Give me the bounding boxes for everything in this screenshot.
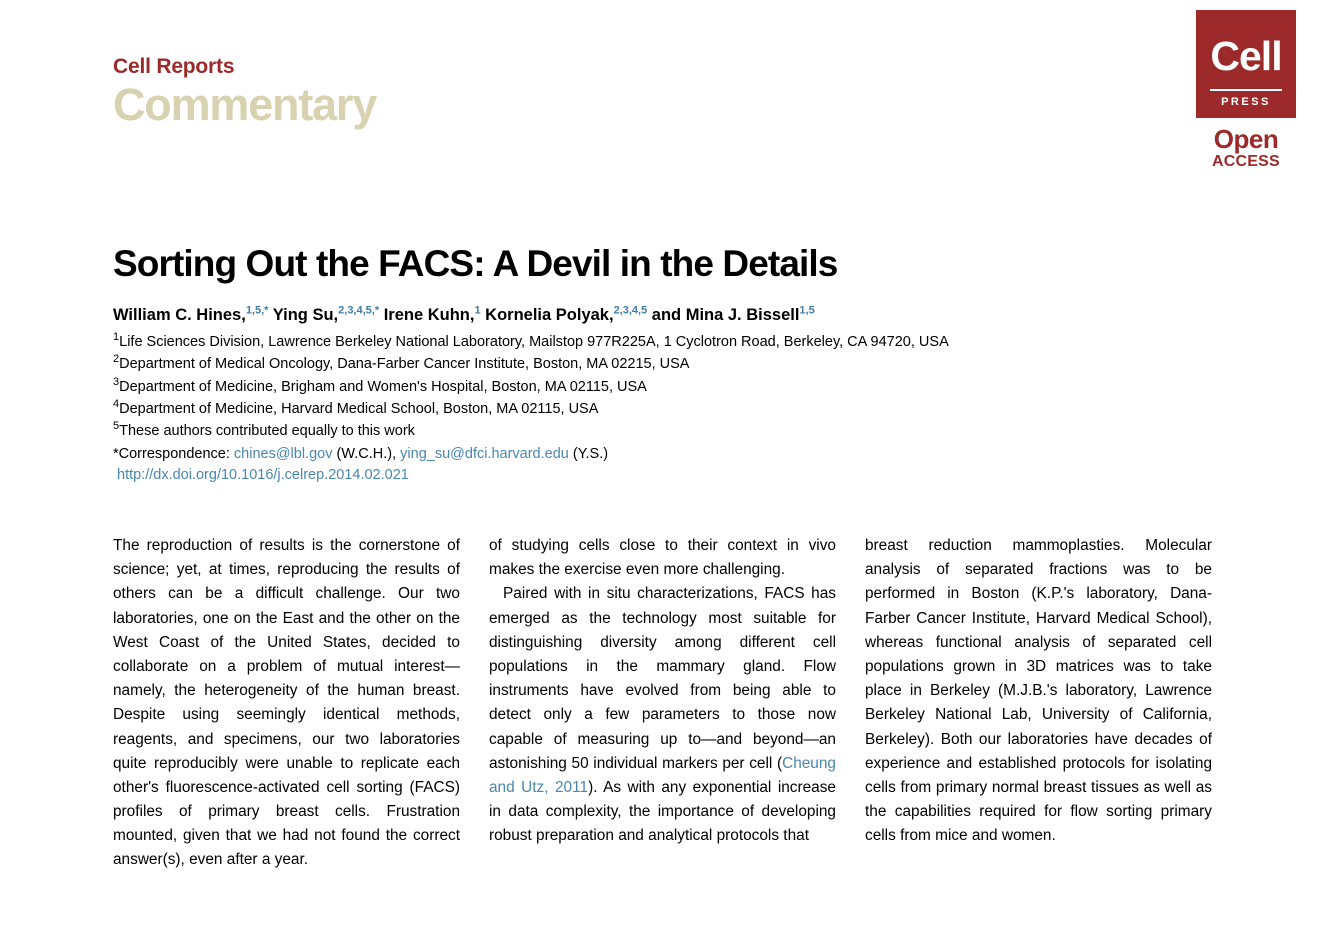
correspondence-initials-1: (W.C.H.) <box>336 445 393 462</box>
affiliation-item: $^3$Department of Medicine, Brigham and Women's Hospital, Boston, MA 02115, USA <box>113 375 647 395</box>
correspondence-separator: , <box>392 445 397 462</box>
affiliation-text: Life Sciences Division, Lawrence Berkeley National Laboratory, Mailstop 977R225A, 1 Cyclotron Road, Berkeley, CA 94720, USA <box>119 334 949 351</box>
open-access-access-label: ACCESS <box>1212 153 1280 170</box>
masthead <box>113 56 376 128</box>
affiliation-text: Department of Medicine, Harvard Medical School, Boston, MA 02115, USA <box>119 400 599 417</box>
author-list: William C. Hines,$^{1,5,*}$ Ying Su,$^{2,3,4,5,*}$ Irene Kuhn,$^1$ Kornelia Polyak,$^{2,3,4,5}$ and Mina J. Bissell$^{1,5}$ <box>113 304 815 324</box>
cell-logo-box <box>1196 10 1296 118</box>
doi-link[interactable]: http://dx.doi.org/10.1016/j.celrep.2014.02.021 <box>117 466 409 483</box>
logo-divider <box>1210 89 1282 91</box>
affiliation-text: These authors contributed equally to this work <box>119 422 415 439</box>
correspondence-email-1[interactable]: chines@lbl.gov <box>233 445 333 462</box>
page-title: Sorting Out the FACS: A Devil in the Details <box>113 242 838 284</box>
author-block <box>113 305 1213 483</box>
cell-logo-wordmark: Cell <box>1210 33 1282 79</box>
body-columns <box>113 534 1213 873</box>
affiliation-item: $^1$Life Sciences Division, Lawrence Berkeley National Laboratory, Mailstop 977R225A, 1 Cyclotron Road, Berkeley, CA 94720, USA <box>113 331 949 351</box>
article-type-label: Commentary <box>113 79 377 130</box>
press-logo-wordmark: PRESS <box>1221 96 1271 108</box>
correspondence-label: *Correspondence: <box>113 445 230 462</box>
open-access-open-label: Open <box>1213 124 1279 154</box>
affiliation-item: $^5$These authors contributed equally to this work <box>113 419 415 439</box>
paragraph: of studying cells close to their context in vivo makes the exercise even more challenging. <box>489 537 836 579</box>
cell-press-logo <box>1196 10 1296 170</box>
affiliation-item: $^2$Department of Medical Oncology, Dana-Farber Cancer Institute, Boston, MA 02215, USA <box>113 353 690 373</box>
correspondence-initials-2: (Y.S.) <box>572 445 609 462</box>
affiliation-list <box>113 331 1213 441</box>
paragraph: The reproduction of results is the cornerstone of science; yet, at times, reproducing the results of others can be a difficult challenge. Our two laboratories, one on the East and the other on the West Coast of the United States, decided to collaborate on a problem of mutual interest—namely, the heterogeneity of the human breast. Despite using seemingly identical methods, reagents, and specimens, our two laboratories quite reproducibly were unable to replicate each other's fluorescence-activated cell sorting (FACS) profiles of primary breast cells. Frustration mounted, given that we had not found the correct answer(s), even after a year. <box>113 537 460 869</box>
body-column-1 <box>113 534 460 873</box>
citation-link[interactable]: Cheung and Utz, 2011 <box>489 754 836 796</box>
affiliation-item: $^4$Department of Medicine, Harvard Medical School, Boston, MA 02115, USA <box>113 397 599 417</box>
paragraph-text: Paired with in situ characterizations, FACS has emerged as the technology most suitable for distinguishing diversity among different cell populations in the mammary gland. Flow instruments have evolved from being able to detect only a few parameters to those now capable of measuring up to—and beyond—an astonishing 50 individual markers per cell (Cheung and Utz, 2011). As with any exponential increase in data complexity, the importance of developing robust preparation and analytical protocols that <box>489 585 836 845</box>
paragraph: breast reduction mammoplasties. Molecular analysis of separated fractions was to be performed in Boston (K.P.'s laboratory, Dana-Farber Cancer Institute, Harvard Medical School), whereas functional analysis of separated cell populations grown in 3D matrices was to take place in Berkeley (M.J.B.'s laboratory, Lawrence Berkeley National Lab, University of California, Berkeley). Both our laboratories have decades of experience and established protocols for isolating cells from primary normal breast tissues as well as the capabilities required for flow sorting primary cells from mice and women. <box>865 537 1212 845</box>
body-column-3 <box>865 534 1212 873</box>
correspondence-email-2[interactable]: ying_su@dfci.harvard.edu <box>400 445 569 462</box>
paragraph-with-citation <box>489 582 836 848</box>
correspondence-line <box>113 443 1213 465</box>
journal-name: Cell Reports <box>113 55 235 78</box>
body-column-2 <box>489 534 836 873</box>
affiliation-text: Department of Medicine, Brigham and Women's Hospital, Boston, MA 02115, USA <box>119 378 647 395</box>
affiliation-text: Department of Medical Oncology, Dana-Farber Cancer Institute, Boston, MA 02215, USA <box>119 356 690 373</box>
